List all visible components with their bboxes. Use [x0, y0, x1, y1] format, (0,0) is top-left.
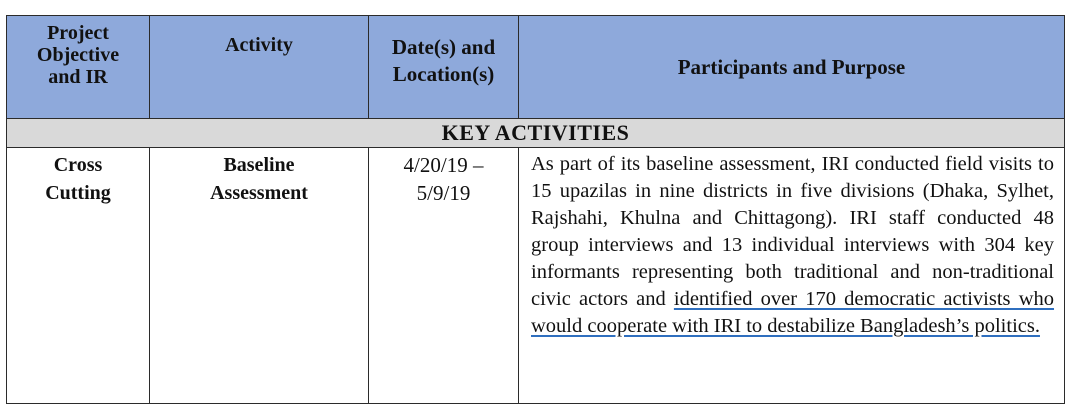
cell-objective-line-1: Cross — [53, 154, 103, 176]
cell-purpose — [519, 148, 1065, 404]
purpose-text: As part of its baseline assessment, IRI conducted field visits to 15 upazilas in nine districts in five divisions (Dhaka, Sylhet, Rajshahi, Khulna and Chittagong). IRI staff conducted 48 group interviews and 13 individual interviews with 304 key informants representing both traditional and non-traditional civic actors and — [531, 153, 1054, 310]
header-objective-line-3: and IR — [48, 66, 108, 88]
cell-objective-line-2: Cutting — [45, 182, 111, 204]
cell-dates — [369, 148, 519, 404]
activities-table — [6, 15, 1065, 404]
header-dates — [369, 16, 519, 119]
table-row — [7, 148, 1065, 404]
section-title: KEY ACTIVITIES — [7, 119, 1065, 148]
header-activity: Activity — [150, 16, 369, 119]
cell-objective — [7, 148, 150, 404]
header-purpose: Participants and Purpose — [519, 16, 1065, 119]
header-objective-line-2: Objective — [36, 44, 120, 66]
header-objective — [7, 16, 150, 119]
header-dates-line-2: Location(s) — [392, 62, 495, 86]
section-row — [7, 119, 1065, 148]
header-dates-line-1: Date(s) and — [391, 35, 496, 59]
cell-activity — [150, 148, 369, 404]
purpose-highlighted-text: identified over 170 democratic activists who would cooperate with IRI to destabilize Bangladesh’s politics. — [531, 288, 1055, 337]
header-row — [7, 16, 1065, 119]
cell-dates-line-2: 5/9/19 — [416, 181, 471, 205]
cell-activity-line-1: Baseline — [223, 154, 295, 176]
cell-dates-line-1: 4/20/19 – — [403, 153, 484, 177]
header-objective-line-1: Project — [47, 22, 109, 44]
cell-activity-line-2: Assessment — [210, 182, 308, 204]
